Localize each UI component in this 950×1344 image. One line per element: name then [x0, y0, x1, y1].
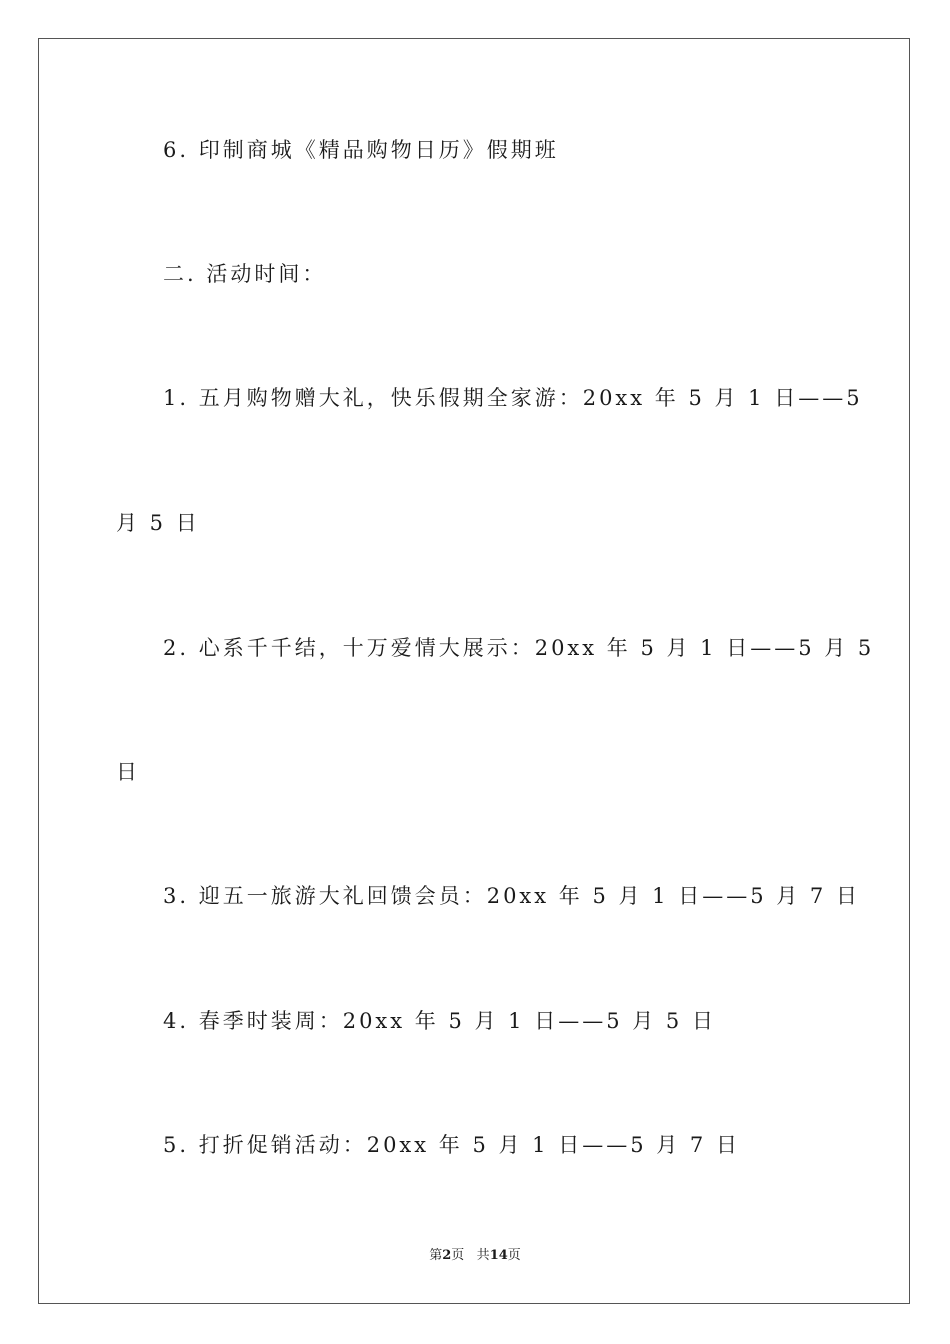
- list-item-6: 6. 印制商城《精品购物日历》假期班: [163, 138, 559, 162]
- page-border: [38, 38, 910, 1304]
- activity-3: 3. 迎五一旅游大礼回馈会员：20xx 年 5 月 1 日——5 月 7 日: [163, 884, 860, 908]
- page-footer: [0, 1247, 950, 1265]
- footer-page-number: 2: [442, 1248, 452, 1263]
- footer-total-prefix: 共: [476, 1248, 490, 1263]
- section-heading-activity-time: 二. 活动时间：: [163, 262, 327, 286]
- activity-1-line-1: 1. 五月购物赠大礼，快乐假期全家游：20xx 年 5 月 1 日——5: [163, 386, 863, 410]
- activity-5: 5. 打折促销活动：20xx 年 5 月 1 日——5 月 7 日: [163, 1133, 740, 1157]
- footer-total-suffix: 页: [507, 1248, 521, 1263]
- activity-4: 4. 春季时装周：20xx 年 5 月 1 日——5 月 5 日: [163, 1009, 716, 1033]
- footer-total-number: 14: [489, 1248, 508, 1263]
- activity-2-line-1: 2. 心系千千结，十万爱情大展示：20xx 年 5 月 1 日——5 月 5: [163, 636, 875, 660]
- footer-page-prefix: 第: [429, 1248, 443, 1263]
- activity-2-line-2: 日: [116, 760, 140, 784]
- activity-1-line-2: 月 5 日: [116, 511, 200, 535]
- footer-page-suffix: 页: [451, 1248, 465, 1263]
